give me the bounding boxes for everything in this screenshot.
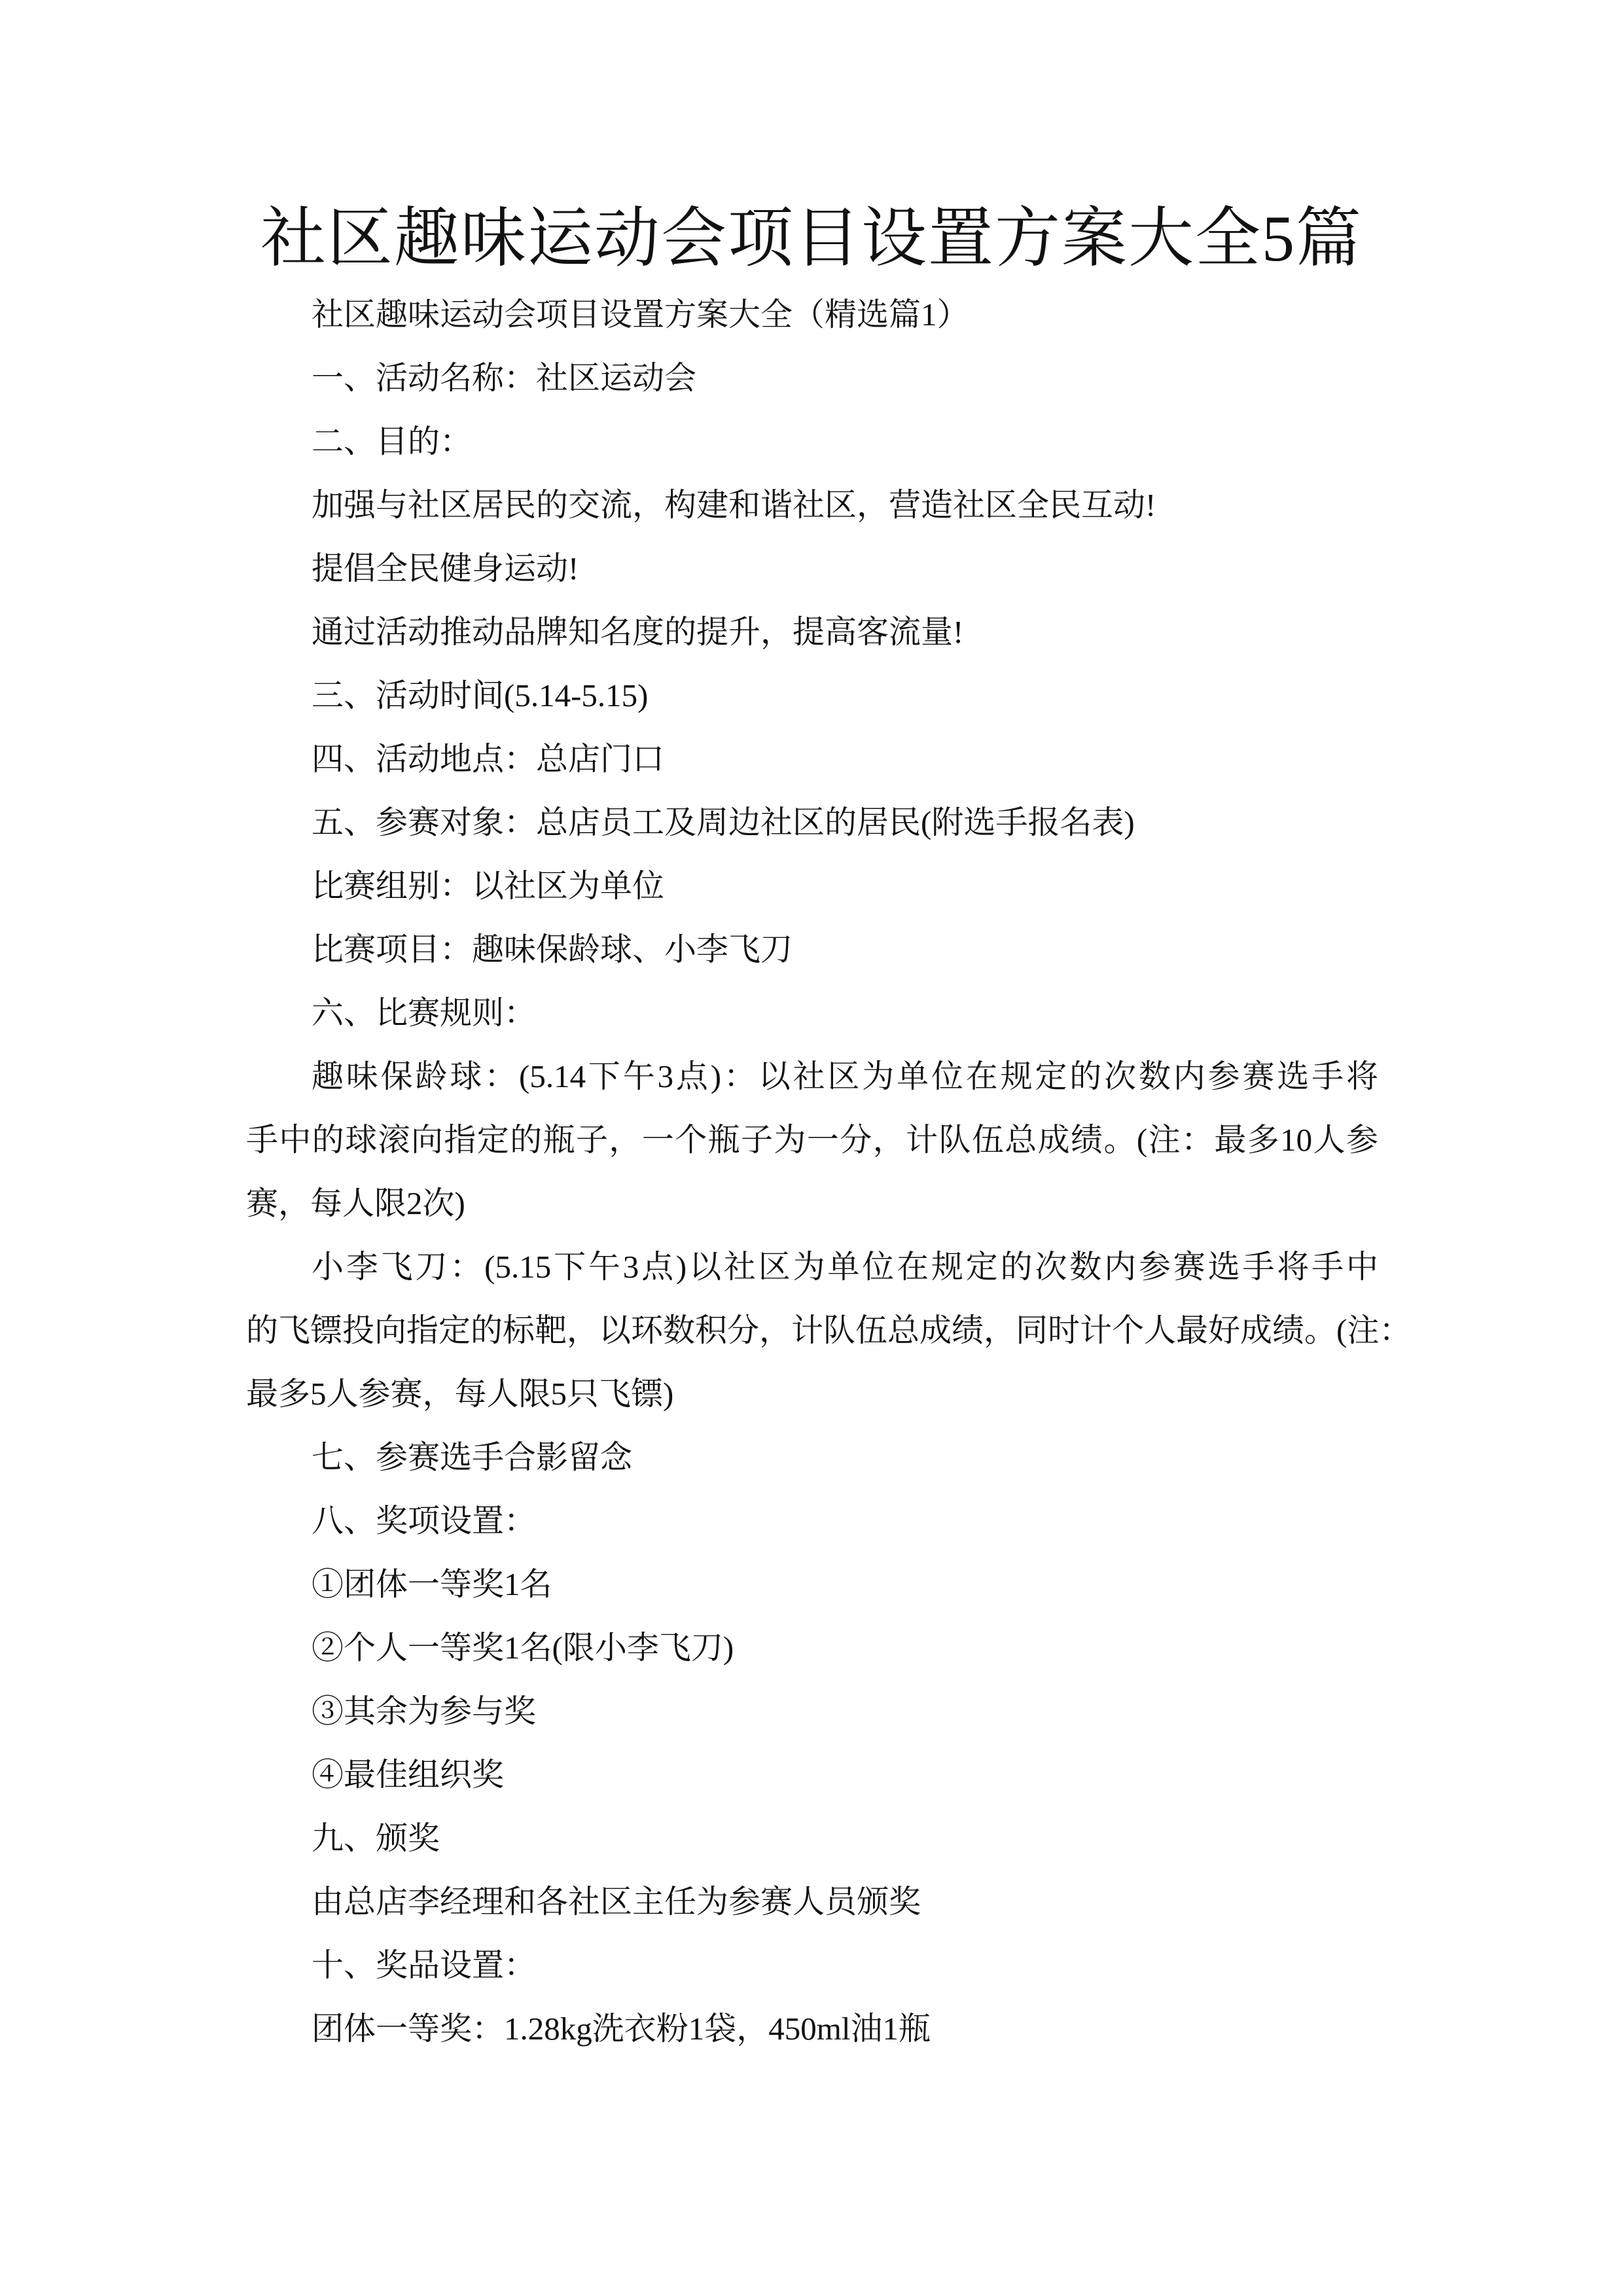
bowling-rule-line: 赛，每人限2次) [246, 1185, 465, 1221]
paragraph: 一、活动名称：社区运动会 [312, 360, 697, 396]
darts-rule-line: 的飞镖投向指定的标靶，以环数积分，计队伍总成绩，同时计个人最好成绩。(注： [246, 1312, 1412, 1348]
paragraph: 八、奖项设置： [312, 1503, 537, 1539]
paragraph: 四、活动地点：总店门口 [312, 741, 665, 777]
paragraph: 团体一等奖：1.28kg洗衣粉1袋，450ml油1瓶 [312, 2011, 931, 2047]
paragraph: ③其余为参与奖 [312, 1693, 537, 1729]
paragraph: 加强与社区居民的交流，构建和谐社区，营造社区全民互动! [312, 487, 1156, 523]
document-title: 社区趣味运动会项目设置方案大全5篇 [260, 202, 1363, 275]
paragraph: 三、活动时间(5.14-5.15) [312, 677, 649, 713]
paragraph: 二、目的： [312, 423, 473, 459]
paragraph: 比赛项目：趣味保龄球、小李飞刀 [312, 931, 793, 967]
paragraph: 七、参赛选手合影留念 [312, 1439, 633, 1475]
paragraph: 十、奖品设置： [312, 1947, 537, 1983]
document-body [246, 283, 1412, 2060]
paragraph: 通过活动推动品牌知名度的提升，提高客流量! [312, 614, 964, 650]
darts-rule-line: 小李飞刀：(5.15下午3点)以社区为单位在规定的次数内参赛选手将手中 [312, 1249, 1378, 1285]
paragraph: ④最佳组织奖 [312, 1757, 505, 1793]
paragraph: ②个人一等奖1名(限小李飞刀) [312, 1630, 734, 1666]
paragraph: ①团体一等奖1名 [312, 1566, 552, 1602]
paragraph: 五、参赛对象：总店员工及周边社区的居民(附选手报名表) [312, 804, 1135, 840]
paragraph: 提倡全民健身运动! [312, 550, 579, 586]
bowling-rule-line: 趣味保龄球：(5.14下午3点)：以社区为单位在规定的次数内参赛选手将 [312, 1058, 1378, 1094]
paragraph: 六、比赛规则： [312, 995, 537, 1031]
paragraph: 比赛组别：以社区为单位 [312, 868, 665, 904]
section-heading: 社区趣味运动会项目设置方案大全（精选篇1） [312, 296, 969, 332]
bowling-rule-line: 手中的球滚向指定的瓶子，一个瓶子为一分，计队伍总成绩。(注：最多10人参 [246, 1122, 1378, 1158]
darts-rule-line: 最多5人参赛，每人限5只飞镖) [246, 1376, 674, 1412]
paragraph: 由总店李经理和各社区主任为参赛人员颁奖 [312, 1884, 921, 1920]
paragraph: 九、颁奖 [312, 1820, 440, 1856]
